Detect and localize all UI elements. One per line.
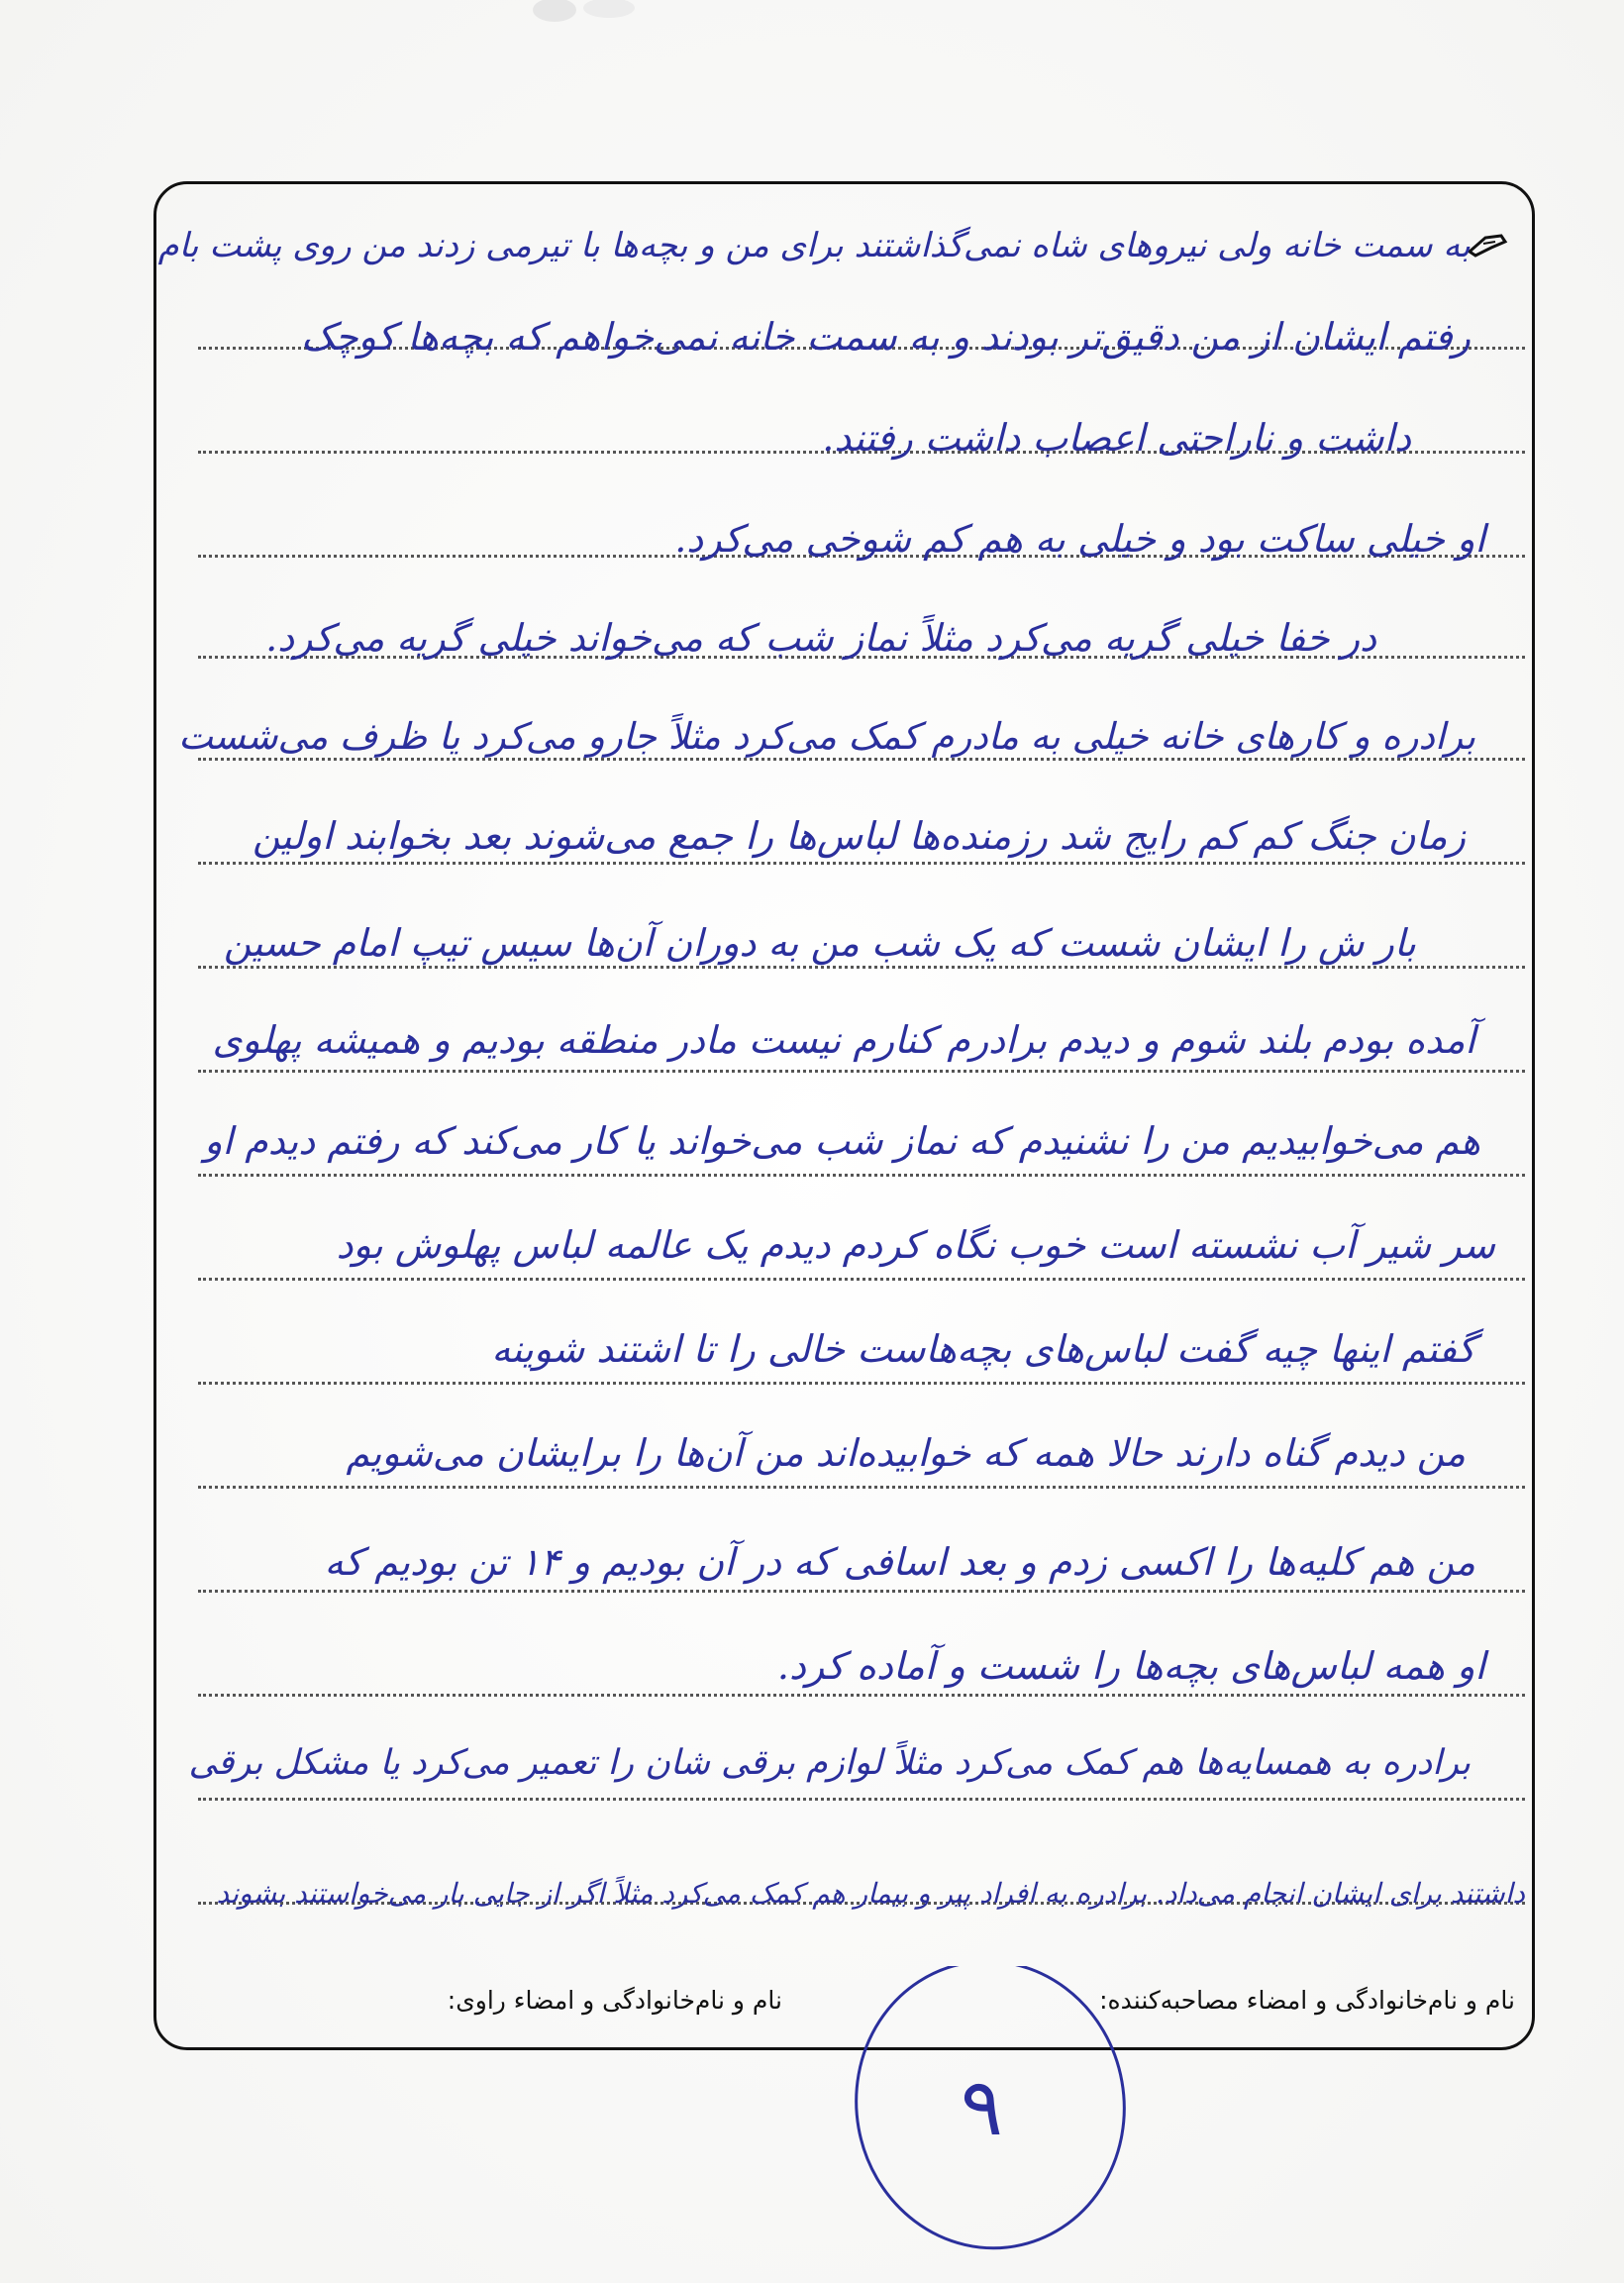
page-number: ۹ bbox=[961, 2061, 1003, 2153]
transcript-line: بار ش را ایشان شست که یک شب من به دوران آن‌ها سیس تیپ امام حسین bbox=[223, 921, 1416, 965]
dotted-rule bbox=[198, 1174, 1525, 1177]
scan-smudge bbox=[515, 0, 673, 30]
transcript-line: او خیلی ساکت بود و خیلی به هم کم شوخی می‌کرد. bbox=[674, 517, 1485, 561]
page-number-circle bbox=[812, 1966, 1188, 2263]
transcript-line: من هم کلیه‌ها را اکسی زدم و بعد اسافی که در آن بودیم و ۱۴ تن بودیم که bbox=[324, 1540, 1475, 1584]
dotted-rule bbox=[198, 1382, 1525, 1385]
transcript-line: داشت و ناراحتی اعصاب داشت رفتند. bbox=[822, 416, 1411, 460]
transcript-line: هم می‌خوابیدیم من را نشنیدم که نماز شب می‌خواند یا کار می‌کند که رفتم دیدم او bbox=[204, 1119, 1480, 1163]
transcript-line: برادره و کارهای خانه خیلی به مادرم کمک می‌کرد مثلاً جارو می‌کرد یا ظرف می‌شست bbox=[178, 715, 1475, 758]
dotted-rule bbox=[198, 862, 1525, 865]
dotted-rule bbox=[198, 1070, 1525, 1073]
transcript-line: آمده بودم بلند شوم و دیدم برادرم کنارم نیست مادر منطقه بودیم و همیشه پهلوی bbox=[212, 1018, 1475, 1062]
transcript-line: داشتند برای ایشان انجام می‌داد. برادره به افراد پیر و بیمار هم کمک می‌کرد مثلاً اگر از جایی بار می‌خواستند بشوند bbox=[216, 1877, 1525, 1910]
writing-hand-icon bbox=[1466, 230, 1509, 259]
narrator-signature-label: نام و نام‌خانوادگی و امضاء راوی: bbox=[447, 1986, 782, 2015]
transcript-line: او همه لباس‌های بچه‌ها را شست و آماده کرد. bbox=[776, 1644, 1485, 1688]
transcript-line: در خفا خیلی گریه می‌کرد مثلاً نماز شب که می‌خواند خیلی گریه می‌کرد. bbox=[265, 616, 1376, 660]
transcript-line: گفتم اینها چیه گفت لباس‌های بچه‌هاست خالی را تا اشتند شوینه bbox=[491, 1327, 1475, 1371]
transcript-line: من دیدم گناه دارند حالا همه که خوابیده‌اند من آن‌ها را برایشان می‌شویم bbox=[346, 1431, 1466, 1475]
dotted-rule bbox=[198, 1798, 1525, 1801]
transcript-line: به سمت خانه ولی نیروهای شاه نمی‌گذاشتند برای من و بچه‌ها با تیرمی زدند من روی پشت بام bbox=[157, 226, 1471, 265]
transcript-line: زمان جنگ کم کم رایج شد رزمنده‌ها لباس‌ها را جمع می‌شوند بعد بخوابند اولین bbox=[253, 814, 1466, 858]
transcript-line: برادره به همسایه‌ها هم کمک می‌کرد مثلاً لوازم برقی شان را تعمیر می‌کرد یا مشکل برقی bbox=[188, 1743, 1471, 1783]
dotted-rule bbox=[198, 1694, 1525, 1697]
dotted-rule bbox=[198, 1278, 1525, 1281]
dotted-rule bbox=[198, 1590, 1525, 1593]
dotted-rule bbox=[198, 758, 1525, 761]
transcript-line: سر شیر آب نشسته است خوب نگاه کردم دیدم یک عالمه لباس پهلوش بود bbox=[336, 1223, 1495, 1267]
dotted-rule bbox=[198, 966, 1525, 969]
interviewer-signature-label: نام و نام‌خانوادگی و امضاء مصاحبه‌کننده: bbox=[1099, 1986, 1515, 2015]
transcript-line: رفتم ایشان از من دقیق‌تر بودند و به سمت خانه نمی‌خواهم که بچه‌ها کوچک bbox=[301, 315, 1471, 359]
dotted-rule bbox=[198, 1486, 1525, 1489]
